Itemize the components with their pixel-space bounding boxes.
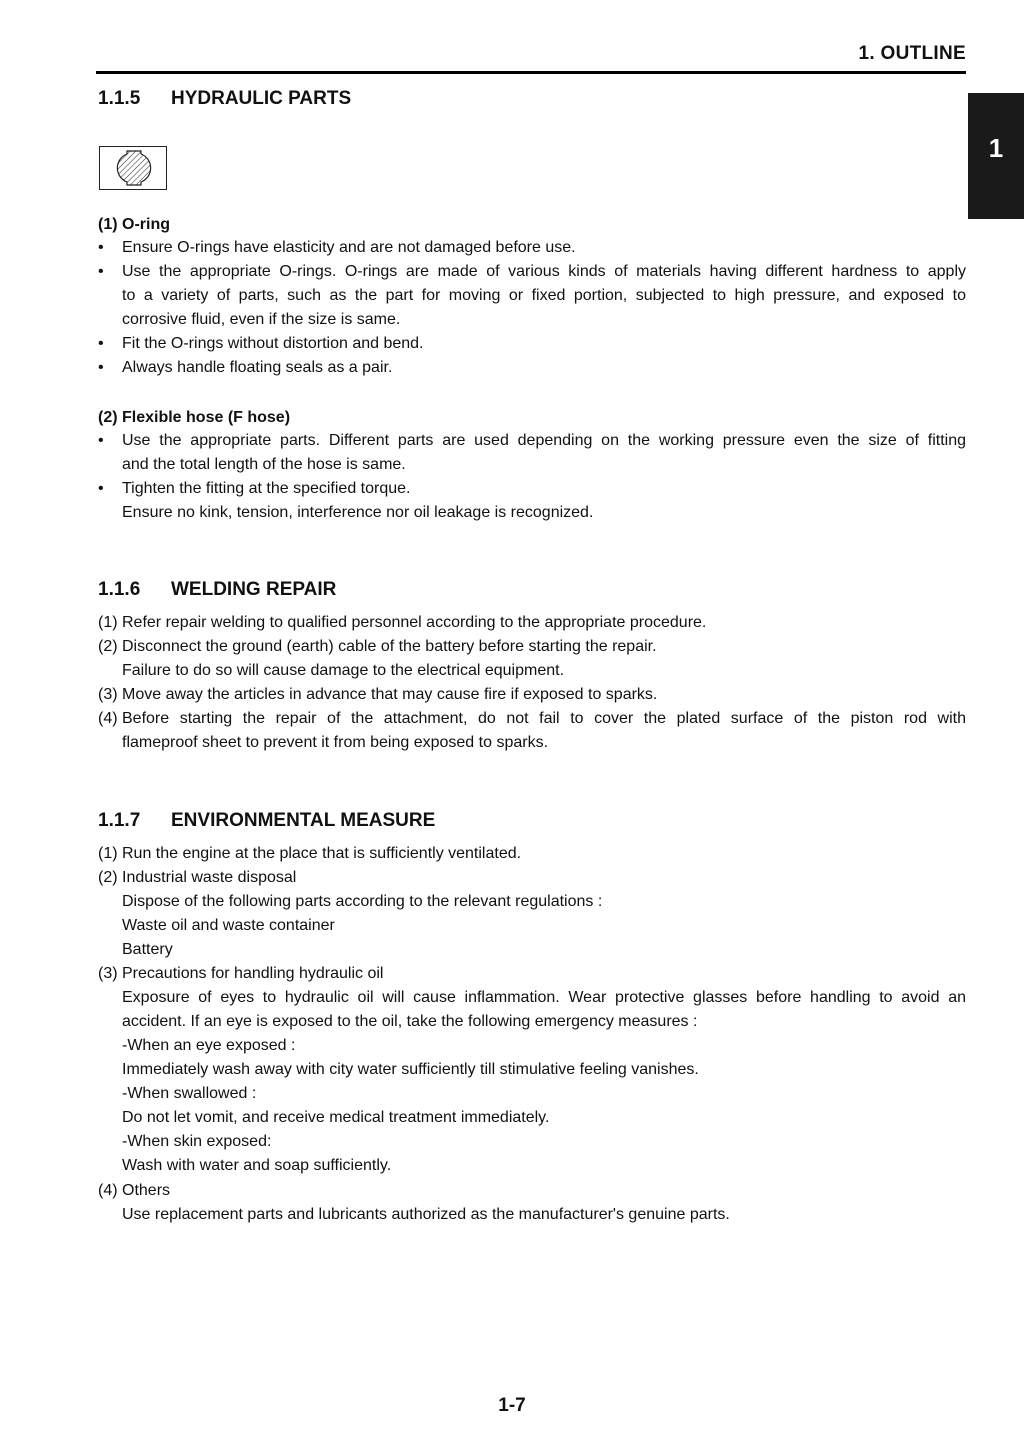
section-number: 1.1.6 xyxy=(98,579,141,600)
list-number: (2) xyxy=(98,638,118,655)
page-number: 1-7 xyxy=(498,1395,526,1416)
section-label: ENVIRONMENTAL MEASURE xyxy=(171,810,436,831)
list-item-continuation: flameproof sheet to prevent it from being exposed to sparks. xyxy=(122,734,549,751)
o-ring-seal-icon xyxy=(99,146,167,190)
list-item-continuation: Failure to do so will cause damage to the electrical equipment. xyxy=(122,662,565,679)
list-number: (1) xyxy=(98,845,118,862)
chapter-tab: 1 xyxy=(968,93,1024,219)
list-item-continuation: Battery xyxy=(122,941,173,958)
header-rule xyxy=(96,71,966,74)
bullet-marker: • xyxy=(98,335,104,352)
list-item: (4) Others xyxy=(122,1179,966,1203)
list-item-continuation: -When swallowed : xyxy=(122,1085,257,1102)
list-item-continuation: Exposure of eyes to hydraulic oil will cause inflammation. Wear protective glasses before handling to avoid an xyxy=(122,989,966,1006)
list-item-continuation: -When skin exposed: xyxy=(122,1133,272,1150)
list-item-continuation: to a variety of parts, such as the part for moving or fixed portion, subjected to high pressure, and exposed to xyxy=(122,287,966,304)
list-item: • Tighten the fitting at the specified torque. xyxy=(122,477,966,501)
section-number: 1.1.7 xyxy=(98,810,141,831)
list-item-continuation: Wash with water and soap sufficiently. xyxy=(122,1157,392,1174)
list-item-continuation: corrosive fluid, even if the size is same. xyxy=(122,311,401,328)
list-item-continuation: Ensure no kink, tension, interference nor oil leakage is recognized. xyxy=(122,504,594,521)
section-label: HYDRAULIC PARTS xyxy=(171,88,352,109)
bullet-marker: • xyxy=(98,359,104,376)
bullet-marker: • xyxy=(98,239,104,256)
list-item: • Always handle floating seals as a pair. xyxy=(122,356,966,380)
list-item-continuation: -When an eye exposed : xyxy=(122,1037,296,1054)
list-item: (3) Precautions for handling hydraulic oil xyxy=(122,962,966,986)
section-label: WELDING REPAIR xyxy=(171,579,337,600)
section-title-hydraulic xyxy=(98,88,351,110)
list-number: (4) xyxy=(98,710,118,727)
list-item-continuation: and the total length of the hose is same. xyxy=(122,456,406,473)
list-number: (4) xyxy=(98,1182,118,1199)
list-item: (1) Refer repair welding to qualified personnel according to the appropriate procedure. xyxy=(122,611,966,635)
bullet-marker: • xyxy=(98,480,104,497)
list-item: • Ensure O-rings have elasticity and are not damaged before use. xyxy=(122,236,966,260)
list-item: (1) Run the engine at the place that is sufficiently ventilated. xyxy=(122,842,966,866)
list-item: (4) Before starting the repair of the attachment, do not fail to cover the plated surface of the piston rod with xyxy=(122,707,966,731)
list-item-continuation: Waste oil and waste container xyxy=(122,917,335,934)
subsection-title-flexible-hose: (2) Flexible hose (F hose) xyxy=(98,409,291,426)
list-item: • Use the appropriate parts. Different parts are used depending on the working pressure even the size of fitting xyxy=(122,429,966,453)
section-title-welding xyxy=(98,579,336,601)
list-item-continuation: Use replacement parts and lubricants authorized as the manufacturer's genuine parts. xyxy=(122,1206,730,1223)
list-item-continuation: Do not let vomit, and receive medical treatment immediately. xyxy=(122,1109,550,1126)
list-number: (2) xyxy=(98,869,118,886)
list-number: (3) xyxy=(98,965,118,982)
list-item-continuation: accident. If an eye is exposed to the oil, take the following emergency measures : xyxy=(122,1013,698,1030)
subsection-title-o-ring: (1) O-ring xyxy=(98,216,170,233)
section-number: 1.1.5 xyxy=(98,88,141,109)
list-item: • Use the appropriate O-rings. O-rings are made of various kinds of materials having different hardness to apply xyxy=(122,260,966,284)
bullet-marker: • xyxy=(98,432,104,449)
bullet-marker: • xyxy=(98,263,104,280)
list-item-continuation: Dispose of the following parts according to the relevant regulations : xyxy=(122,893,603,910)
list-item-continuation: Immediately wash away with city water sufficiently till stimulative feeling vanishes. xyxy=(122,1061,699,1078)
list-item: • Fit the O-rings without distortion and bend. xyxy=(122,332,966,356)
chapter-header-title: 1. OUTLINE xyxy=(858,43,966,64)
list-number: (1) xyxy=(98,614,118,631)
section-title-environmental xyxy=(98,810,435,832)
list-number: (3) xyxy=(98,686,118,703)
list-item: (3) Move away the articles in advance that may cause fire if exposed to sparks. xyxy=(122,683,966,707)
list-item: (2) Disconnect the ground (earth) cable of the battery before starting the repair. xyxy=(122,635,966,659)
list-item: (2) Industrial waste disposal xyxy=(122,866,966,890)
